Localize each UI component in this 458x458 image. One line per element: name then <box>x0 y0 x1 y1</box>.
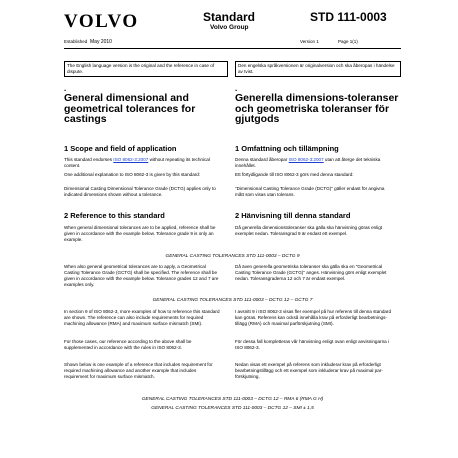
example-smi: GENERAL CASTING TOLERANCES STD 111-0003 – DCTG 12 – SMI ± 1,5 <box>151 406 314 411</box>
s1-p1-en-b: without repeating its technical content. <box>64 157 210 168</box>
s2-p3-sv: I avsnitt 9 i ISO 8062-3 visas fler exempel på hur referens till denna standard kan göras. Referens kan också innehålla krav på erforderligt bearbetnings-tillägg (RMA) och maximal parförskjutning (SMI). <box>235 309 392 326</box>
s1-p1-sv-b: utan att återge det tekniska innehållet. <box>235 157 381 168</box>
s1-head-sv: 1 Omfattning och tillämpning <box>235 144 339 153</box>
std-number: STD 111-0003 <box>310 10 387 24</box>
s2-head-en: 2 Reference to this standard <box>64 211 165 220</box>
s1-p1-en-a: This standard endorses <box>64 157 114 162</box>
s2-p1-sv: Då generella dimensionstoleranser ska gälla ska hänvisning göras enligt exemplet nedan. Toleransgrad 9 är endast ett exempel. <box>235 225 383 236</box>
s1-p2-en: One additional explanation to ISO 8062-3 is given by this standard: <box>64 172 201 177</box>
bullet-dot-sv: . <box>235 84 238 93</box>
notice-sv: Den engelska språkversionen är originalversion och ska åberopas i händelse av tvist. <box>235 61 401 77</box>
s2-p2-sv: Då även generella geometriska toleranser ska gälla ska en "Geometrical Casting Tolerance Grade (GCTG)" anges. Hänvisning görs enligt exemplet nedan. Toleransgraderna 12 och 7 är endast exempel. <box>235 264 387 281</box>
s1-p3-sv: "Dimensional Casting Tolerance Grade (DCTG)" gäller endast för angivna mått som visas utan tolerans. <box>235 186 385 197</box>
established-date: May 2010 <box>90 39 112 45</box>
title-sv: Generella dimensions-toleranser och geometriska toleranser för gjutgods <box>235 92 399 125</box>
s1-p2-sv: Ett förtydligande till ISO 8062-3 görs med denna standard: <box>235 172 354 177</box>
s2-head-sv: 2 Hänvisning till denna standard <box>235 211 351 220</box>
s2-p2-en: When also general geometrical tolerances are to apply, a Geometrical Casting Tolerance Grade (GCTG) shall be specified. The reference shall be given in accordance with the example below. Tolerance grades 12 and 7 are examples only. <box>64 264 219 287</box>
s1-p1-sv-a: Denna standard åberopar <box>235 157 289 162</box>
header-rule <box>64 48 401 49</box>
title-en: General dimensional and geometrical tolerances for castings <box>64 92 196 125</box>
s2-p1-en: When general dimensional tolerances are to be applied, reference shall be given in accordance with the example below. Tolerance grade 9 is only an example. <box>64 225 216 242</box>
s1-p1-en <box>64 157 221 169</box>
bullet-dot-en: . <box>64 84 67 93</box>
s1-p3-en: Dimensional Casting Dimensional Tolerance Grade (DCTG) applies only to indicated dimensions shown without a tolerance. <box>64 186 216 197</box>
volvo-logo: VOLVO <box>64 11 139 32</box>
example-dctg9: GENERAL CASTING TOLERANCES STD 111-0003 – DCTG 9 <box>165 254 300 259</box>
example-gctg7: GENERAL CASTING TOLERANCES STD 111-0003 – DCTG 12 – GCTG 7 <box>152 298 313 303</box>
s2-p5-en: Shown below is one example of a reference that includes requirement for required machining allowance and another example that includes requirement for maximum surface mismatch. <box>64 362 213 379</box>
page-number: Page 1(1) <box>338 39 358 44</box>
s2-p4-sv: För dessa fall kompletteras vår hänvisning enligt ovan enligt anvisningarna i ISO 8062-3. <box>235 339 389 350</box>
iso-link-en[interactable]: ISO 8062-3:2007 <box>113 157 149 162</box>
s2-p3-en: In section 9 of ISO 8062-3, more examples of how to reference this standard are shown. The reference can also include requirements for required machining allowance (RMA) and maximum surface mismatch (SMI). <box>64 309 220 326</box>
s1-p1-sv <box>235 157 392 169</box>
group-name: Volvo Group <box>210 24 249 31</box>
example-rma: GENERAL CASTING TOLERANCES STD 111-0003 – DCTG 12 – RMA 6 (RMA G H) <box>141 397 324 402</box>
version: Version 1 <box>300 39 319 44</box>
established-label: Established <box>64 39 88 44</box>
s2-p5-sv: Nedan visas ett exempel på referens som inkluderar krav på erforderligt bearbetningstillägg och ett exempel som inkluderar krav på maximal par-förskjutning. <box>235 362 383 379</box>
s1-head-en: 1 Scope and field of application <box>64 144 177 153</box>
iso-link-sv[interactable]: ISO 8062-3:2007 <box>288 157 324 162</box>
notice-en: The English language version is the original and the reference in case of dispute. <box>64 61 228 77</box>
s2-p4-en: For those cases, our reference according to the above shall be supplemented in accordance with the rules in ISO 8062-3. <box>64 339 192 350</box>
doc-type: Standard <box>203 10 256 24</box>
